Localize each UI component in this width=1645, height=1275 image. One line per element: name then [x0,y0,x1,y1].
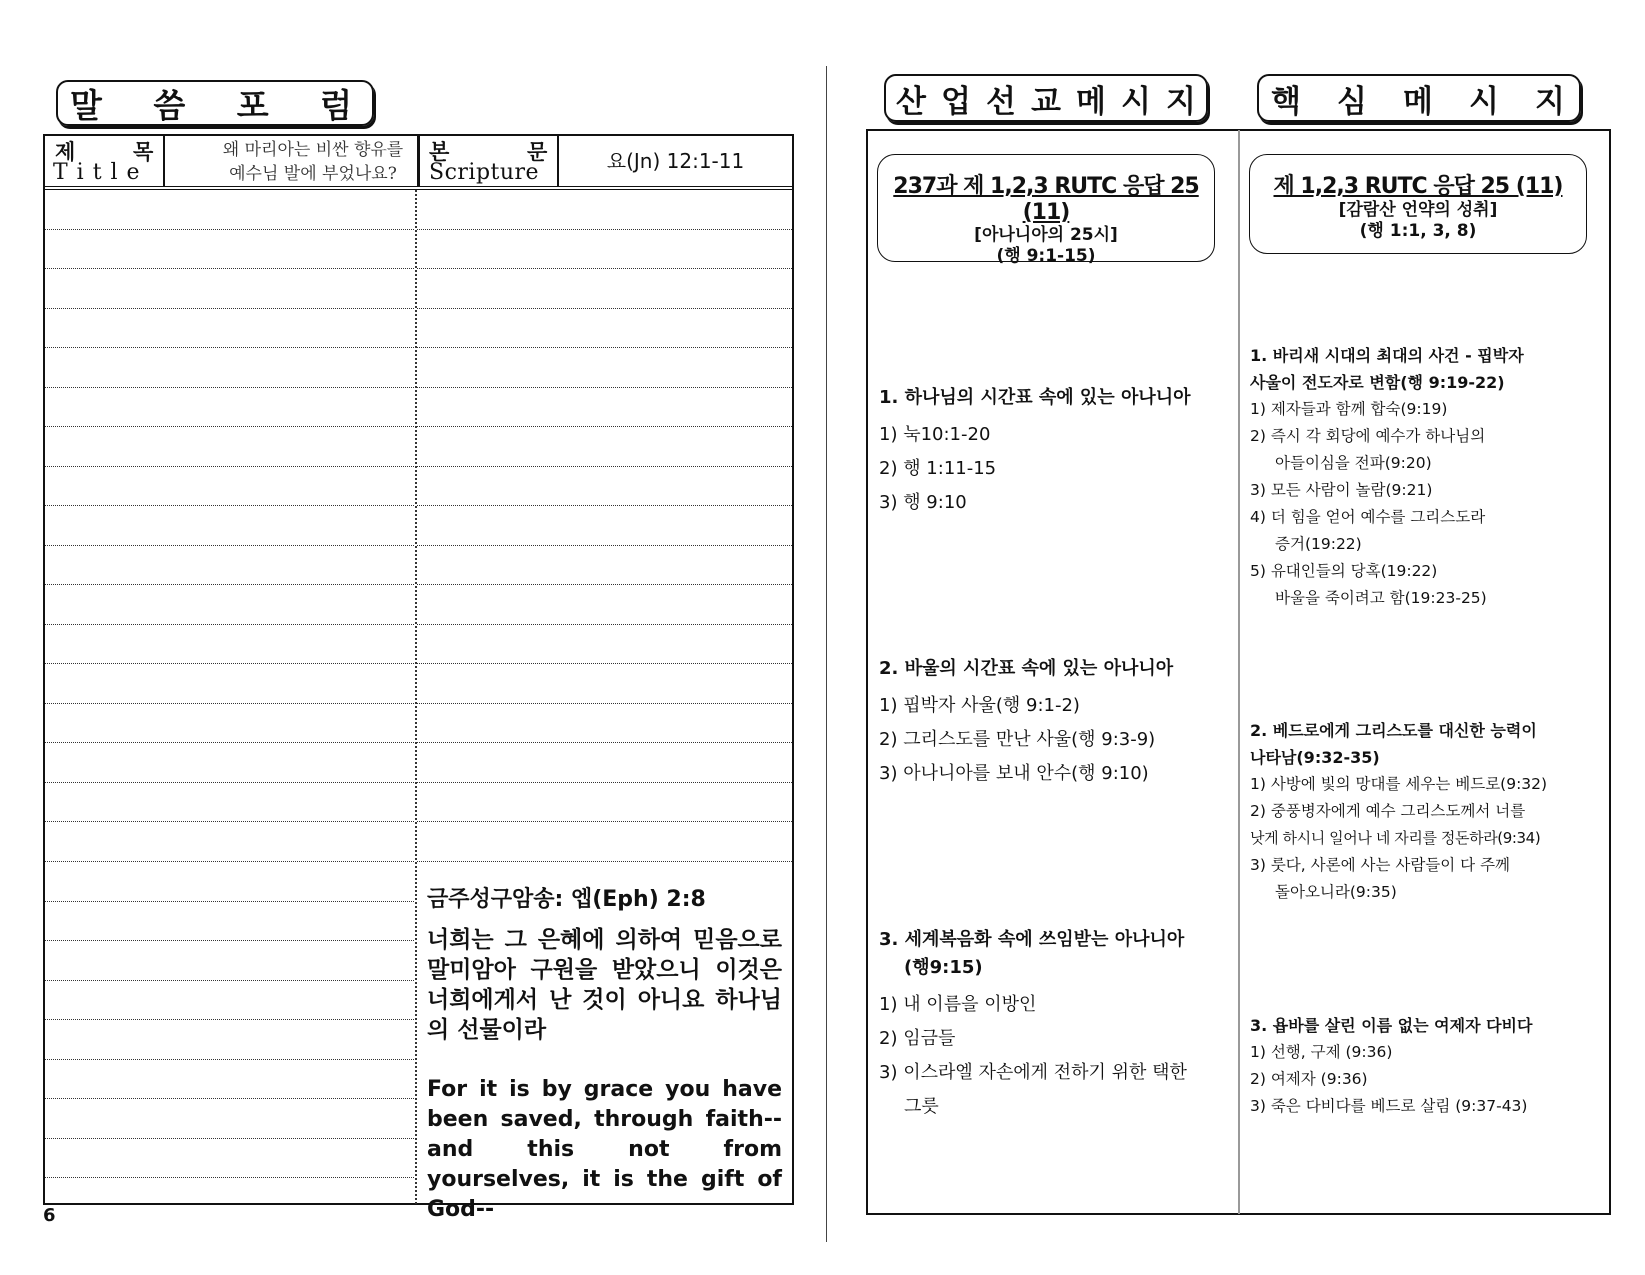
memory-verse-heading: 금주성구암송: 엡(Eph) 2:8 [427,887,706,912]
note-line [45,268,414,269]
memory-verse [427,882,782,1225]
note-line [45,308,414,309]
core-card-title: 제 1,2,3 RUTC 응답 25 (11) [1273,174,1563,199]
title-char: 지 [1535,83,1565,120]
title-char: 지 [1166,83,1196,120]
note-line [45,387,414,388]
title-char: 시 [1469,83,1499,120]
note-line [45,1098,414,1099]
note-line [417,505,792,506]
note-line [45,1177,414,1178]
note-line [45,703,414,704]
list-item: 1) 내 이름을 이방인 [879,994,1037,1015]
note-line [45,1059,414,1060]
section-title: 3. 욥바를 살린 이름 없는 여제자 다비다 [1250,1016,1533,1035]
scripture-value: 요(Jn) 12:1-11 [606,149,745,173]
header-row [43,134,794,190]
title-char: 핵 [1271,83,1301,120]
title-char: 선 [986,83,1016,120]
list-item: 1) 제자들과 함께 합숙(9:19) [1250,400,1448,418]
note-line [417,268,792,269]
title-char: 말 [70,85,102,125]
note-line [417,861,792,862]
column-divider [415,190,417,1204]
sermon-title-line: 예수님 발에 부었나요? [229,164,397,184]
list-item: 5) 유대인들의 당혹(19:22) [1250,562,1438,580]
list-item-cont: 돌아오니라(9:35) [1275,883,1397,901]
note-line [45,466,414,467]
note-line [417,663,792,664]
core-card [1249,154,1587,254]
message-section-2 [879,649,1231,791]
lesson-card-title: 237과 제 1,2,3 RUTC 응답 25 (11) [893,174,1199,225]
note-line [45,505,414,506]
note-line [45,584,414,585]
page-fold-divider [826,66,827,1242]
list-item: 1) 핍박자 사울(행 9:1-2) [879,695,1080,716]
section-title-cont: (행9:15) [904,957,983,978]
list-item: 1) 눅10:1-20 [879,424,991,445]
note-line [45,1138,414,1139]
list-item: 3) 죽은 다비다를 베드로 살림 (9:37-43) [1250,1097,1528,1115]
section-title: 2. 베드로에게 그리스도를 대신한 능력이 [1250,721,1537,740]
title-char: 교 [1031,83,1061,120]
page-number: 6 [43,1205,56,1226]
core-section-2 [1250,717,1606,906]
core-card-ref: (행 1:1, 3, 8) [1359,221,1477,241]
note-line [45,663,414,664]
note-line [45,347,414,348]
core-section-1 [1250,342,1606,612]
section-title-cont: 사울이 전도자로 변함(행 9:19-22) [1250,373,1505,392]
list-item: 3) 모든 사람이 놀람(9:21) [1250,481,1433,499]
list-item: 3) 룻다, 사론에 사는 사람들이 다 주께 [1250,856,1511,874]
list-item-cont: 낫게 하시니 일어나 네 자리를 정돈하라(9:34) [1250,829,1541,847]
scripture-label-ko-1: 본 [429,139,450,164]
list-item-cont: 아들이심을 전파(9:20) [1275,454,1432,472]
title-char: 산 [896,83,926,120]
list-item-cont: 증거(19:22) [1275,535,1362,553]
note-line [417,347,792,348]
list-item: 2) 행 1:11-15 [879,458,997,479]
section-title-cont: 나타남(9:32-35) [1250,748,1380,767]
list-item: 2) 중풍병자에게 예수 그리스도께서 너를 [1250,802,1526,820]
note-line [417,387,792,388]
list-item: 4) 더 힘을 얻어 예수를 그리스도라 [1250,508,1486,526]
note-line [417,742,792,743]
list-item: 1) 선행, 구제 (9:36) [1250,1043,1393,1061]
title-char: 씀 [153,85,186,125]
note-line [417,229,792,230]
industrial-mission-message-title [884,74,1208,122]
note-line [45,426,414,427]
core-section-3 [1250,1012,1606,1120]
note-line [417,821,792,822]
note-line [417,426,792,427]
list-item: 3) 행 9:10 [879,492,967,513]
scripture-label-cell [421,136,557,186]
list-item: 2) 임금들 [879,1028,956,1049]
sermon-title-line: 왜 마리아는 비싼 향유를 [222,140,404,160]
note-line [417,782,792,783]
note-line [45,901,414,902]
message-section-1 [879,378,1231,520]
title-label-en: T i t l e [53,160,141,185]
note-line [417,466,792,467]
section-title: 2. 바울의 시간표 속에 있는 아나니아 [879,658,1174,679]
note-line [417,584,792,585]
note-line [417,545,792,546]
note-line [45,980,414,981]
note-line [417,308,792,309]
memory-verse-korean: 너희는 그 은혜에 의하여 믿음으로 말미암아 구원을 받았으니 이것은 너희에게서 난 것이 아니요 하나님의 선물이라 [427,927,782,1043]
note-line [45,624,414,625]
scripture-label-en: Scripture [429,160,540,185]
note-line [45,1019,414,1020]
list-item-cont: 그릇 [904,1096,939,1117]
list-item-cont: 바울을 죽이려고 함(19:23-25) [1275,589,1487,607]
note-line [417,703,792,704]
list-item: 3) 아나니아를 보내 안수(행 9:10) [879,763,1149,784]
title-label-cell [45,136,163,186]
core-card-subtitle: [감람산 언약의 성취] [1338,200,1498,220]
sermon-forum-title [56,80,374,126]
note-line [45,545,414,546]
section-title: 1. 바리새 시대의 최대의 사건 - 핍박자 [1250,346,1524,365]
list-item: 3) 이스라엘 자손에게 전하기 위한 택한 [879,1062,1187,1083]
lesson-card-subtitle: [아나니아의 25시] [974,225,1118,245]
list-item: 1) 사방에 빛의 망대를 세우는 베드로(9:32) [1250,775,1548,793]
title-char: 시 [1121,83,1151,120]
title-label-ko-1: 제 [55,139,76,164]
scripture-label-ko-2: 문 [527,139,548,164]
title-char: 심 [1337,83,1367,120]
title-char: 업 [941,83,971,120]
title-char: 메 [1403,83,1433,120]
title-char: 럼 [320,85,352,125]
core-message-title [1257,74,1581,122]
note-line [45,229,414,230]
title-char: 포 [236,85,269,125]
list-item: 2) 즉시 각 회당에 예수가 하나님의 [1250,427,1486,445]
lesson-card [877,154,1215,266]
title-char: 메 [1076,83,1106,120]
note-line [45,782,414,783]
title-label-ko-2: 목 [133,139,154,164]
note-line [45,861,414,862]
note-line [45,821,414,822]
note-line [45,940,414,941]
message-section-3 [879,920,1231,1124]
section-title: 3. 세계복음화 속에 쓰임받는 아나니아 [879,929,1185,950]
lesson-card-ref: (행 9:1-15) [996,246,1096,266]
section-title: 1. 하나님의 시간표 속에 있는 아나니아 [879,387,1191,408]
note-line [45,742,414,743]
note-line [417,624,792,625]
list-item: 2) 여제자 (9:36) [1250,1070,1368,1088]
list-item: 2) 그리스도를 만난 사울(행 9:3-9) [879,729,1156,750]
memory-verse-english: For it is by grace you have been saved, through faith--and this not from yourselves, it is the gift of God-- [427,1077,782,1222]
message-column-divider [1238,130,1240,1214]
